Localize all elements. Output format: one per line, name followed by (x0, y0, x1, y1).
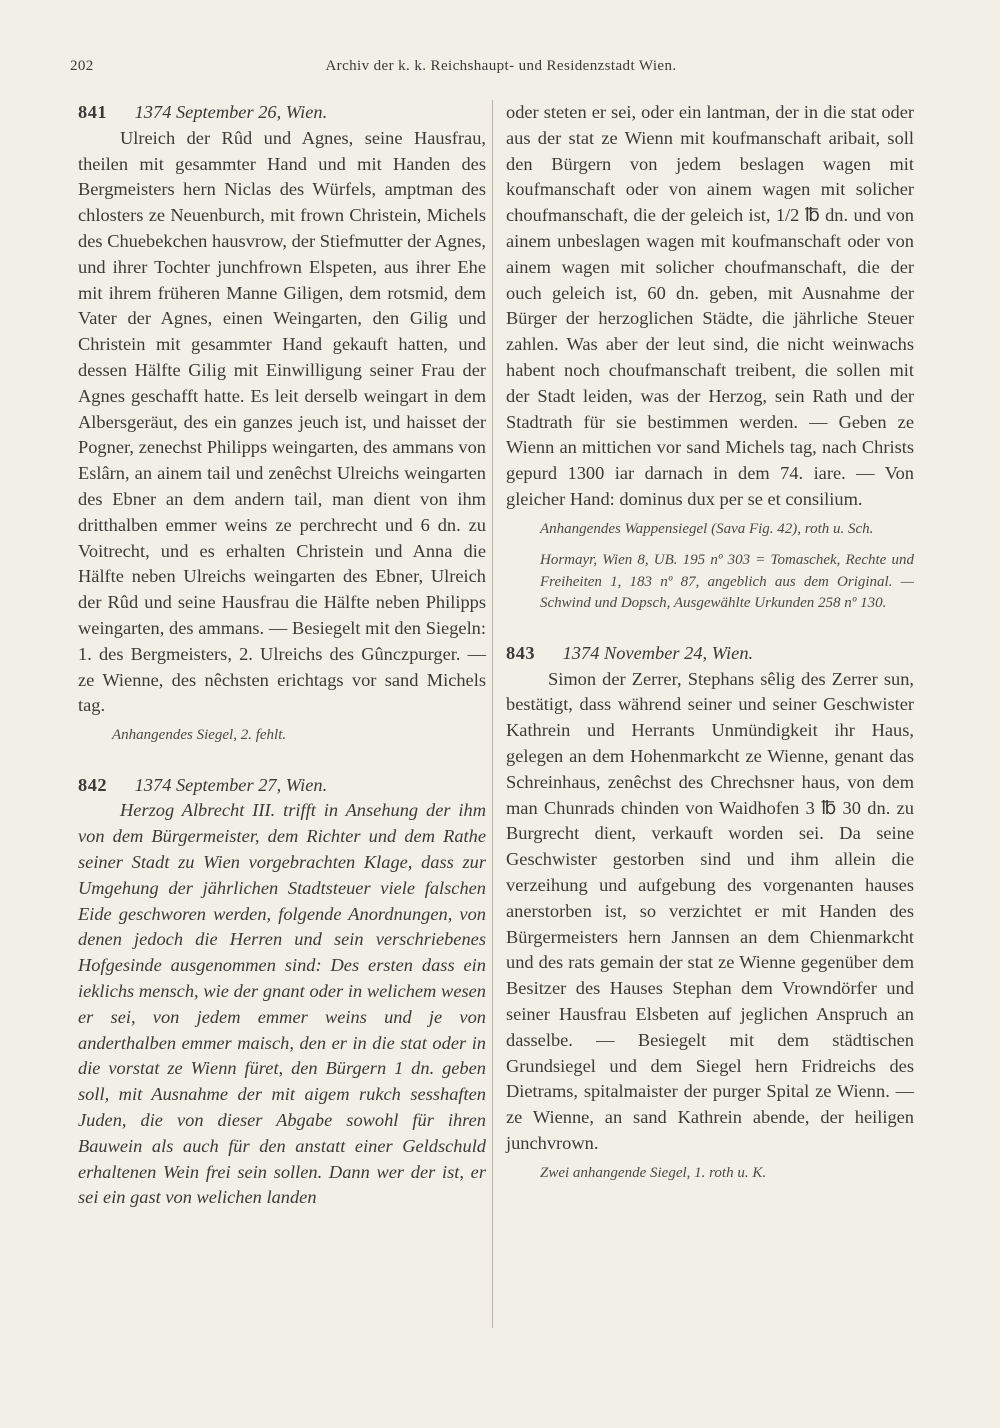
entry-843-text: Simon der Zerrer, Stephans sêlig des Zerrer sun, bestätigt, dass während seiner und seiner Geschwister Kathrein und Herrants Unmündigkeit ihr Haus, gelegen an dem Hohenmarkcht ze Wienne, genant das Schreinhaus, zenêchst des Chrechsner haus, von dem man Chunrads chinden von Waidhofen 3 ℔ 30 dn. zu Burgrecht dient, verkauft worden sei. Da seine Geschwister gestorben sind und ihm allein die verzeihung und aufgebung des vorgenanten hauses anerstorben ist, so verzichtet er mit Handen des Bürgermeisters hern Jannsen an dem Chienmarkcht und des rats gemain der stat ze Wienne gegenüber dem Besitzer des Hauses Stephan dem Vrowndörfer und seiner Hausfrau Elsbeten auf jeglichen Anspruch an dasselbe. — Besiegelt mit dem städtischen Grundsiegel und dem Siegel hern Fridreichs des Dietrams, spitalmaister der purger Spital ze Wienn. — ze Wienne, an sand Kathrein abende, der heiligen junchvrown. (506, 668, 914, 1153)
column-divider (492, 100, 493, 1328)
entry-843-heading (506, 641, 914, 667)
page-number: 202 (70, 58, 94, 74)
entry-842-seal-note: Anhangendes Wappensiegel (Sava Fig. 42), roth u. Sch. (540, 520, 874, 537)
entry-842-references: Hormayr, Wien 8, UB. 195 nº 303 = Tomaschek, Rechte und Freiheiten 1, 183 nº 87, angeblich aus dem Original. — Schwind und Dopsch, Ausgewählte Urkunden 258 nº 130. (540, 552, 914, 612)
entry-date: 1374 November 24, Wien. (562, 642, 754, 663)
entry-842-text-continued: oder steten er sei, oder ein lantman, der in die stat oder aus der stat ze Wienn mit koufmanschaft aribait, soll den Bürgern von jedem beslagen wagen mit koufmanschaft oder von ainem wagen mit solicher choufmanschaft, die der geleich ist, 1/2 ℔ dn. und von ainem unbeslagen wagen mit koufmanschaft oder von ainem wagen mit solicher choufmanschaft, die der ouch geleich ist, 60 dn. geben, mit Ausnahme der Bürger der herzoglichen Städte, die jährliche Steuer zahlen. Was aber der leut sind, die nicht weinwachs habent noch choufmanschaft treibent, die sollen mit der Stadt leiden, was der Herzog, sein Rath und der Stadtrath für sie bestimmen werden. — Geben ze Wienn an mittichen vor sand Michels tag, nach Christs gepurd 1300 iar darnach in dem 74. iare. — Von gleicher Hand: dominus dux per se et consilium. (506, 102, 914, 509)
entry-841-text: Ulreich der Rûd und Agnes, seine Hausfrau, theilen mit gesammter Hand und mit Handen des Bergmeisters hern Niclas des Würfels, amptman des chlosters ze Neuenburch, mit frown Christein, Michels des Chuebekchen hausvrow, der Stiefmutter der Agnes, und ihrer Tochter junchfrown Elspeten, aus ihrer Ehe mit ihrem früheren Manne Giligen, dem rotsmid, dem Vater der Agnes, einen Weingarten, den Gilig und Christein mit gesammter Hand gekauft hatten, und dessen Hälfte Gilig mit Einwilligung seiner Frau der Agnes geschafft hatte. Es leit derselb weingart in dem Albersgeräut, des ein ganzes jeuch ist, und haisset der Pogner, zenechst Philipps weingarten, des ammans von Eslârn, an ainem tail und zenêchst Ulreichs weingarten des Ebner an dem andern tail, man dient von ihm dritthalben emmer weins ze perchrecht und 6 dn. zu Voitrecht, und es erhalten Christein und Anna die Hälfte neben Ulreichs weingarten des Ebner, Ulreich der Rûd und seine Hausfrau die Hälfte neben Philipps weingarten, des ammans. — Besiegelt mit den Siegeln: 1. des Bergmeisters, 2. Ulreichs des Gûnczpurger. — ze Wienne, des nêchsten erichtags vor sand Michels tag. (78, 127, 486, 716)
entry-841-heading (78, 100, 486, 126)
entry-number: 843 (506, 642, 536, 663)
left-column (78, 100, 486, 1211)
right-column (506, 100, 914, 1184)
entry-841-seal-note: Anhangendes Siegel, 2. fehlt. (112, 727, 287, 744)
entry-number: 841 (78, 102, 108, 122)
entry-date: 1374 September 27, Wien. (134, 774, 328, 795)
page-header (70, 58, 932, 86)
entry-date: 1374 September 26, Wien. (134, 102, 328, 122)
entry-842-heading (78, 773, 486, 799)
entry-843-seal-note: Zwei anhangende Siegel, 1. roth u. K. (540, 1164, 767, 1181)
entry-number: 842 (78, 774, 108, 795)
running-title: Archiv der k. k. Reichshaupt- und Residenzstadt Wien. (325, 58, 677, 74)
entry-842-text: Herzog Albrecht III. trifft in Ansehung der ihm von dem Bürgermeister, dem Richter und dem Rathe seiner Stadt zu Wien vorgebrachten Klage, dass zur Umgehung der jährlichen Stadtsteuer viele falschen Eide geschworen werden, folgende Anordnungen, von denen jedoch die Herren und sein verschriebenes Hofgesinde ausgenommen sind: Des ersten dass ein ieklichs mensch, wie der gnant oder in welichem wesen er sei, von jedem emmer weins und je von anderthalben emmer maisch, den er in die stat oder in die vorstat ze Wienn füret, den Bürgern 1 dn. geben soll, mit Ausnahme der mit aigem rukch sesshaften Juden, die von dieser Abgabe sowohl für ihren Bauwein als auch für den anstatt einer Geldschuld erhaltenen Wein frei sein sollen. Dann wer der ist, er sei ein gast von welichen landen (78, 800, 486, 1208)
